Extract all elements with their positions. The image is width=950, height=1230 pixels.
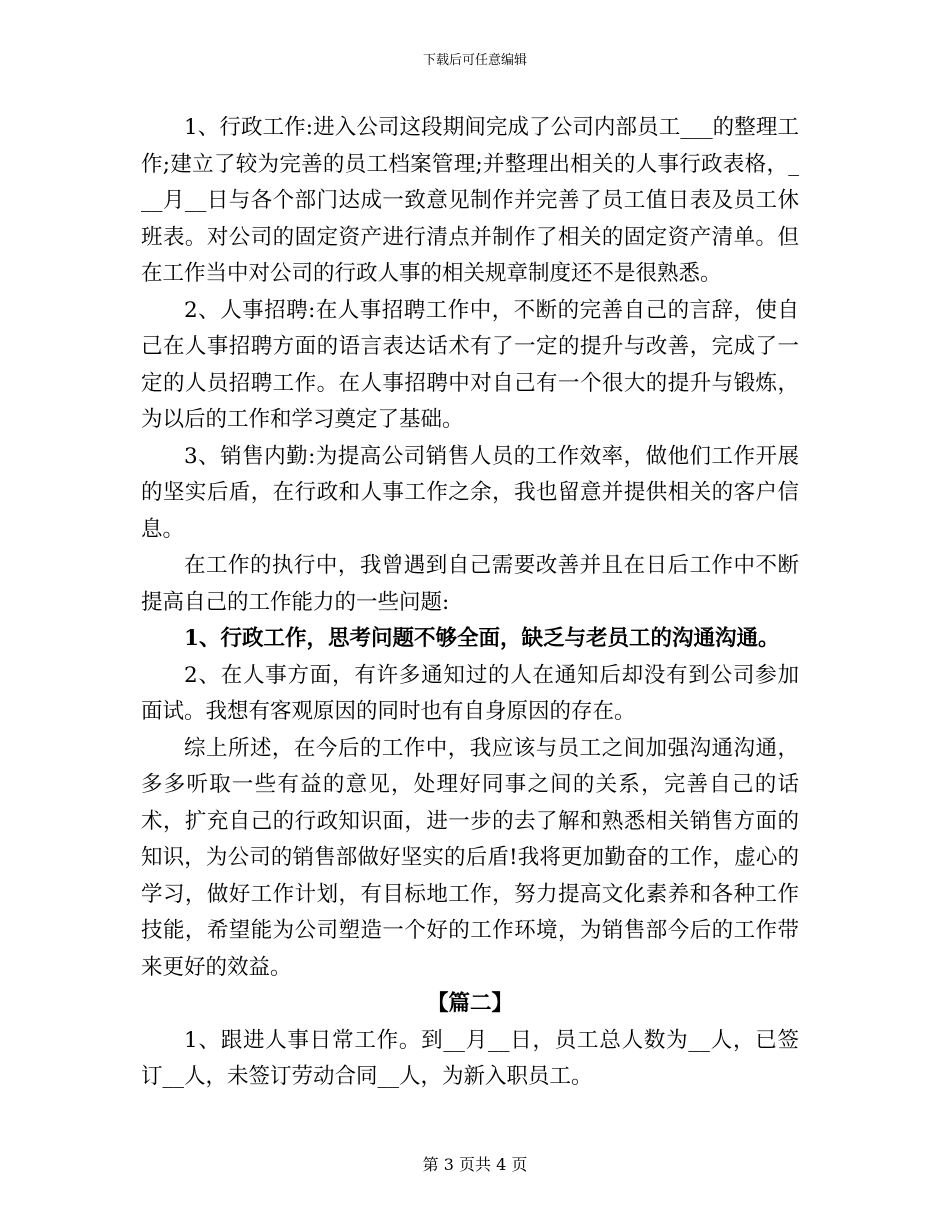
paragraph-problem-hr: 2、在人事方面，有许多通知过的人在通知后却没有到公司参加面试。我想有客观原因的同时也有自身原因的存在。 bbox=[141, 662, 799, 724]
paragraph-summary: 综上所述，在今后的工作中，我应该与员工之间加强沟通沟通，多多听取一些有益的意见，处理好同事之间的关系，完善自己的话术，扩充自己的行政知识面，进一步的去了解和熟悉相关销售方面的知识，为公司的销售部做好坚实的后盾!我将更加勤奋的工作，虚心的学习，做好工作计划，有目标地工作，努力提高文化素养和各种工作技能，希望能为公司塑造一个好的工作环境，为销售部今后的工作带来更好的效益。 bbox=[141, 735, 799, 980]
paragraph-problem-admin: 1、行政工作，思考问题不够全面，缺乏与老员工的沟通沟通。 bbox=[184, 626, 780, 651]
document-body bbox=[141, 110, 799, 1096]
page-footer: 第 3 页共 4 页 bbox=[422, 1155, 528, 1174]
paragraph-sales-support: 3、销售内勤:为提高公司销售人员的工作效率，做他们工作开展的坚实后盾，在行政和人事工作之余，我也留意并提供相关的客户信息。 bbox=[141, 443, 799, 542]
paragraph-admin-work: 1、行政工作:进入公司这段期间完成了公司内部员工___的整理工作;建立了较为完善的员工档案管理;并整理出相关的人事行政表格，___月__日与各个部门达成一致意见制作并完善了员工值日表及员工休班表。对公司的固定资产进行清点并制作了相关的固定资产清单。但在工作当中对公司的行政人事的相关规章制度还不是很熟悉。 bbox=[141, 115, 799, 286]
paragraph-problems-intro: 在工作的执行中，我曾遇到自己需要改善并且在日后工作中不断提高自己的工作能力的一些问题: bbox=[141, 553, 799, 615]
page-header: 下载后可任意编辑 bbox=[422, 53, 527, 68]
paragraph-hr-followup: 1、跟进人事日常工作。到__月__日，员工总人数为__人，已签订__人，未签订劳动合同__人，为新入职员工。 bbox=[141, 1027, 799, 1089]
paragraph-recruitment: 2、人事招聘:在人事招聘工作中，不断的完善自己的言辞，使自己在人事招聘方面的语言表达话术有了一定的提升与改善，完成了一定的人员招聘工作。在人事招聘中对自己有一个很大的提升与锻炼，为以后的工作和学习奠定了基础。 bbox=[141, 297, 799, 432]
section-title: 【篇二】 bbox=[426, 991, 513, 1016]
